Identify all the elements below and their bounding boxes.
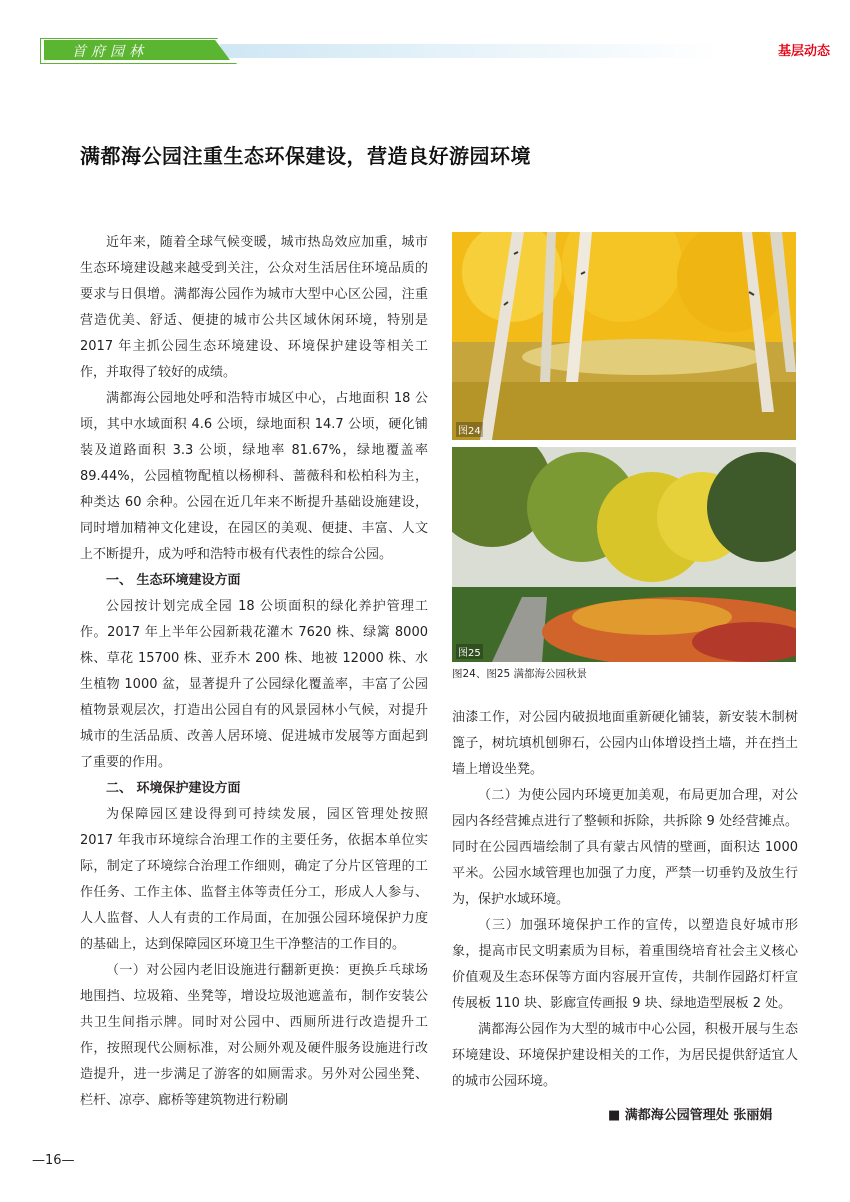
header-bar — [40, 38, 830, 68]
paragraph-protection: 为保障园区建设得到可持续发展，园区管理处按照 2017 年我市环境综合治理工作的主要任务，依据本单位实际，制定了环境综合治理工作细则，确定了分片区管理的工作任务、工作主体、监督主体等责任分工，形成人人参与、人人监督、人人有责的工作局面，在加强公园环境保护力度的基础上，达到保障园区环境卫生干净整洁的工作目的。 — [80, 807, 428, 952]
article-author: ■ 满都海公园管理处 张丽娟 — [608, 1108, 773, 1123]
section-label: 基层动态 — [777, 44, 830, 59]
paragraph-item-1: （一）对公园内老旧设施进行翻新更换：更换乒乓球场地围挡、垃圾箱、坐凳等，增设垃圾池遮盖布，制作安装公共卫生间指示牌。同时对公园中、西厕所进行改造提升工作，按照现代公厕标准，对公厕外观及硬件服务设施进行改造提升，进一步满足了游客的如厕需求。另外对公园坐凳、栏杆、凉亭、廊桥等建筑物进行粉刷 — [80, 963, 428, 1108]
birch-trees-illustration — [452, 232, 796, 440]
figure-24-label: 图24 — [456, 422, 483, 437]
right-column — [452, 705, 798, 1095]
paragraph-item-1-continued: 油漆工作，对公园内破损地面重新硬化铺装，新安装木制树篦子，树坑填机刨卵石，公园内山体增设挡土墙，并在挡土墙上增设坐凳。 — [452, 710, 798, 777]
paragraph-ecology: 公园按计划完成全园 18 公顷面积的绿化养护管理工作。2017 年上半年公园新栽花灌木 7620 株、绿篱 8000 株、草花 15700 株、亚乔木 200 株、地被 12000 株、水生植物 1000 盆，显著提升了公园绿化覆盖率，丰富了公园植物景观层次，打造出公园自有的风景园林小气候，对提升城市的生活品质、改善人居环境、促进城市发展等方面起到了重要的作用。 — [80, 599, 428, 770]
header-gradient-strip — [220, 44, 720, 58]
paragraph-park-overview: 满都海公园地处呼和浩特市城区中心，占地面积 18 公顷，其中水域面积 4.6 公顷，绿地面积 14.7 公顷，硬化铺装及道路面积 3.3 公顷，绿地率 81.67%，绿地覆盖率 89.44%，公园植物配植以杨柳科、蔷薇科和松柏科为主，种类达 60 余种。公园在近几年来不断提升基础设施建设，同时增加精神文化建设，在园区的美观、便捷、丰富、人文上不断提升，成为呼和浩特市极有代表性的综合公园。 — [80, 391, 428, 562]
figure-caption: 图24、图25 满都海公园秋景 — [452, 668, 588, 680]
paragraph-item-2: （二）为使公园内环境更加美观，布局更加合理，对公园内各经营摊点进行了整顿和拆除，共拆除 9 处经营摊点。同时在公园西墙绘制了具有蒙古风情的壁画，面积达 1000 平米。公园水域管理也加强了力度，严禁一切垂钓及放生行为，保护水域环境。 — [452, 788, 798, 907]
park-path-illustration — [452, 447, 796, 662]
article-title: 满都海公园注重生态环保建设，营造良好游园环境 — [80, 144, 531, 168]
magazine-logo: 首府园林 — [72, 44, 148, 60]
autumn-park-path-photo — [452, 447, 796, 662]
paragraph-closing: 满都海公园作为大型的城市中心公园，积极开展与生态环境建设、环境保护建设相关的工作，为居民提供舒适宜人的城市公园环境。 — [452, 1022, 798, 1089]
autumn-birch-photo — [452, 232, 796, 440]
figure-25-label: 图25 — [456, 644, 483, 659]
page-number: —16— — [32, 1153, 75, 1168]
left-column — [80, 230, 428, 1114]
paragraph-item-3: （三）加强环境保护工作的宣传，以塑造良好城市形象，提高市民文明素质为目标，着重围绕培育社会主义核心价值观及生态环保等方面内容展开宣传，共制作园路灯杆宣传展板 110 块、影廊宣传画报 9 块、绿地造型展板 2 处。 — [452, 918, 798, 1011]
section-heading-ecology: 一、 生态环境建设方面 — [106, 573, 241, 588]
paragraph-intro: 近年来，随着全球气候变暖，城市热岛效应加重，城市生态环境建设越来越受到关注，公众对生活居住环境品质的要求与日俱增。满都海公园作为城市大型中心区公园，注重营造优美、舒适、便捷的城市公共区域休闲环境，特别是 2017 年主抓公园生态环境建设、环境保护建设等相关工作，并取得了较好的成绩。 — [80, 235, 428, 380]
section-heading-protection: 二、 环境保护建设方面 — [106, 781, 241, 796]
